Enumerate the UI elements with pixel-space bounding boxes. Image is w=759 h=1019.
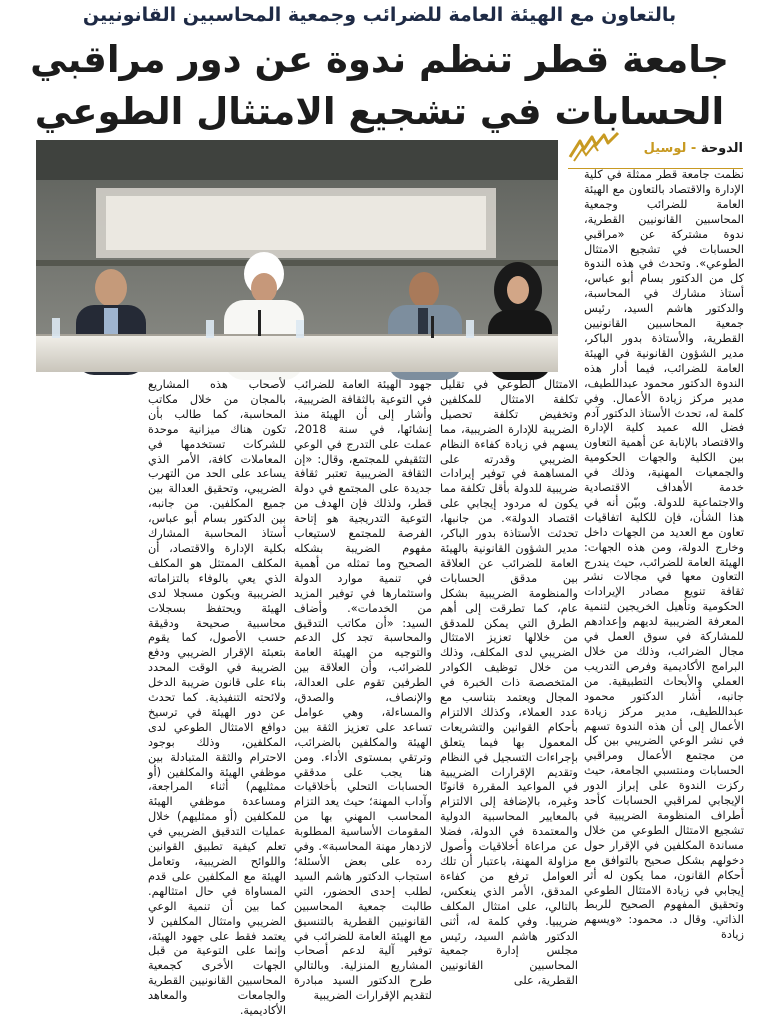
- column-2-text: الامتثال الطوعي في تقليل تكلفة الامتثال للمكلفين وتخفيض تكلفة تحصيل الضريبة للإدارة الضريبية، مما يسهم في زيادة كفاءة النظام الضريبي وقدرته على المساهمة في توفير إيرادات ضريبية للدولة بأقل تكلفة مما يكون له مردود إيجابي على اقتصاد الدولة». من جانبها، تحدثت الأستاذة بدور الباكر، مدير الشؤون القانونية بالهيئة العامة للضرائب عن العلاقة بين مدقق الحسابات والمنظومة الضريبية بشكل عام، كما تطرقت إلى أهم الطرق التي يمكن للمدقق من خلالها تعزيز الامتثال الضريبي لدى المكلف، وذلك من خلال توظيف الكوادر المتخصصة ذات الخبرة في المجال ويعتمد بتناسب مع عدد العملاء، وكذلك الالتزام بأحكام القوانين والتشريعات المعمول بها فيما يتعلق بإجراءات التسجيل في النظام وتقديم الإقرارات الضريبية في المواعيد المقررة قانونًا وغيره، بالإضافة إلى الالتزام بالمعايير المحاسبية الدولية والمعتمدة في الدولة، فضلا عن مراعاة أخلاقيات وأصول مزاولة المهنة، باعتبار أن تلك العوامل ترفع من كفاءة المدقق، الأمر الذي ينعكس، بالتالي، على امتثال المكلف ضريبيا. وفي كلمة له، أثنى الدكتور هاشم السيد، رئيس مجلس إدارة جمعية المحاسبين القانونيين القطرية، على: [440, 378, 578, 988]
- byline-city: الدوحة: [700, 141, 743, 156]
- article-column-4: [148, 378, 286, 1018]
- article-photo: [36, 140, 558, 372]
- panel-photo-image: [36, 140, 558, 372]
- column-4-text: لأصحاب هذه المشاريع بالمجان من خلال مكاتب المحاسبة، كما طالب بأن تكون هناك ميزانية موحدة للشركات تستخدمها في المعاملات كافة، الأمر الذي يساعد على الحد من التهرب الضريبي، وتحقيق العدالة بين جميع المكلفين. من جانبه، بين الدكتور بسام أبو عباس، أستاذ المحاسبة المشارك بكلية الإدارة والاقتصاد، أن المكلف الممتثل هو المكلف الذي يعي بالوفاء بالتزاماته الضريبية ويكون مسجلا لدى الهيئة ويحتفظ بسجلات محاسبية صحيحة ودقيقة حسب الأصول، كما يقوم بتعبئة الإقرار الضريبي ودفع الضريبة في الوقت المحدد بناء على قانون ضريبة الدخل ولائحته التنفيذية. كما تحدث عن دور الهيئة في ترسيخ دوافع الامتثال الطوعي لدى المكلفين، وذلك بوجود الاحترام والثقة المتبادلة بين موظفي الهيئة والمكلفين (أو ممثليهم) أثناء المراجعة، ومساعدة موظفي الهيئة للمكلفين (أو ممثليهم) خلال عمليات التدقيق الضريبي في تعلم كيفية تطبيق القوانين واللوائح الضريبية، وتعامل الهيئة مع المكلفين على قدم المساواة في حال امتثالهم. كما بين أن تنمية الوعي الضريبي وامتثال المكلفين لا يعتمد فقط على جهود الهيئة، وإنما على التوعية من قبل الجهات الأخرى كجمعية المحاسبين القانونيين القطرية والجامعات والمعاهد الأكاديمية.: [148, 378, 286, 1018]
- headline-line-1: جامعة قطر تنظم ندوة عن دور مراقبي: [30, 38, 729, 81]
- article-column-2: [440, 378, 578, 988]
- lusail-logo-icon: [568, 131, 620, 163]
- article-kicker: بالتعاون مع الهيئة العامة للضرائب وجمعية المحاسبين القانونيين: [82, 4, 677, 26]
- byline: [568, 131, 743, 171]
- article-headline: [0, 34, 759, 138]
- article-column-3: [294, 378, 432, 1003]
- byline-separator: -: [686, 141, 701, 156]
- byline-brand: لوسيل: [643, 141, 687, 156]
- headline-line-2: الحسابات في تشجيع الامتثال الطوعي: [34, 90, 725, 133]
- column-1-text: نظمت جامعة قطر ممثلة في كلية الإدارة والاقتصاد بالتعاون مع الهيئة العامة للضرائب وجمعية المحاسبين القانونيين القطرية، ندوة مشتركة عن «مراقبي الحسابات في تشجيع الامتثال الطوعي». وتحدث في هذه الندوة كل من الدكتور بسام أبو عباس، أستاذ مشارك في المحاسبة، والدكتور هاشم السيد، رئيس جمعية المحاسبين القانونيين القطرية، والأستاذة بدور الباكر، مدير الشؤون القانونية في الهيئة العامة للضرائب، فيما أدار هذه الندوة الدكتور محمود عبداللطيف، مدير مركز زيادة الأعمال. وفي كلمة له، تحدث الأستاذ الدكتور آدم فضل الله عميد كلية الإدارة والاقتصاد بالإنابة عن أهمية التعاون بين الكلية والجهات الحكومية والجمعيات المهنية، وذلك في خدمة الأهداف الاقتصادية والاجتماعية للدولة. وبيّن أنه في هذا الشأن، فإن للكلية اتفاقيات تعاون مع العديد من الجهات داخل وخارج الدولة، ومن هذه الجهات: الهيئة العامة للضرائب، حيث يندرج التعاون معها في مجالات نشر ثقافة تنويع مصادر الإيرادات الحكومية وتأهيل الخريجين لتنمية المعرفة الضريبية لديهم وإعدادهم للمشاركة في سوق العمل في مجال الضرائب، وذلك من خلال البرامج الأكاديمية وفرص التدريب العملي والأبحاث التطبيقية. من جانبه، أشار الدكتور محمود عبداللطيف، مدير مركز زيادة الأعمال إلى أن هذه الندوة تسهم في نشر الوعي الضريبي بين كل من مجتمع الأعمال ومراقبي الحسابات ومنتسبي الجامعة، حيث ركزت الندوة على إبراز الدور الإيجابي لمراقبي الحسابات كأحد أطراف المنظومة الضريبية في تشجيع الامتثال الطوعي من خلال مساندة المكلفين في الإقرار حول دخولهم بشكل صحيح بالتوافق مع أحكام القانون، مما يكون له أثر إيجابي في زيادة الامتثال الطوعي وتحقيق المفهوم الصحيح للربط الذاتي. وقال د. محمود: «ويسهم زيادة: [584, 168, 744, 942]
- article-column-1: [584, 168, 744, 942]
- byline-text: [644, 141, 743, 156]
- column-3-text: جهود الهيئة العامة للضرائب في التوعية بالثقافة الضريبية، وأشار إلى أن الهيئة منذ إنشائها، في سنة 2018، عملت على التدرج في الوعي التثقيفي للمجتمع، وقال: «إن الثقافة الضريبية تعتبر ثقافة جديدة على المجتمع في دولة قطر، ولذلك فإن الهدف من التوعية التدريجية هو إتاحة الفرصة للمجتمع لاستيعاب مفهوم الضريبة بشكله الصحيح وما تمثله من أهمية في تنمية موارد الدولة واستثمارها في توفير المزيد من الخدمات». وأضاف السيد: «أن مكاتب التدقيق والمحاسبة تجد كل الدعم والتوجيه من الهيئة العامة للضرائب، وأن العلاقة بين الطرفين تقوم على العدالة، والإنصاف، والصدق، والمساءلة، وهي عوامل تساعد على تعزيز الثقة بين الهيئة والمكلفين بالضرائب، وترتقي بمستوى الأداء. ومن هنا يجب على مدققي الحسابات التحلي بأخلاقيات وآداب المهنة؛ حيث يعد التزام المحاسب المهني بها من المقومات الأساسية المطلوبة لازدهار مهنة المحاسبة». وفي رده على بعض الأسئلة؛ استجاب الدكتور هاشم السيد لطلب إحدى الحضور، التي طالبت جمعية المحاسبين القانونيين القطرية بالتنسيق مع الهيئة العامة للضرائب في توفير آلية لدعم أصحاب المشاريع المنزلية. وبالتالي طرح الدكتور السيد مبادرة لتقديم الإقرارات الضريبية: [294, 378, 432, 1003]
